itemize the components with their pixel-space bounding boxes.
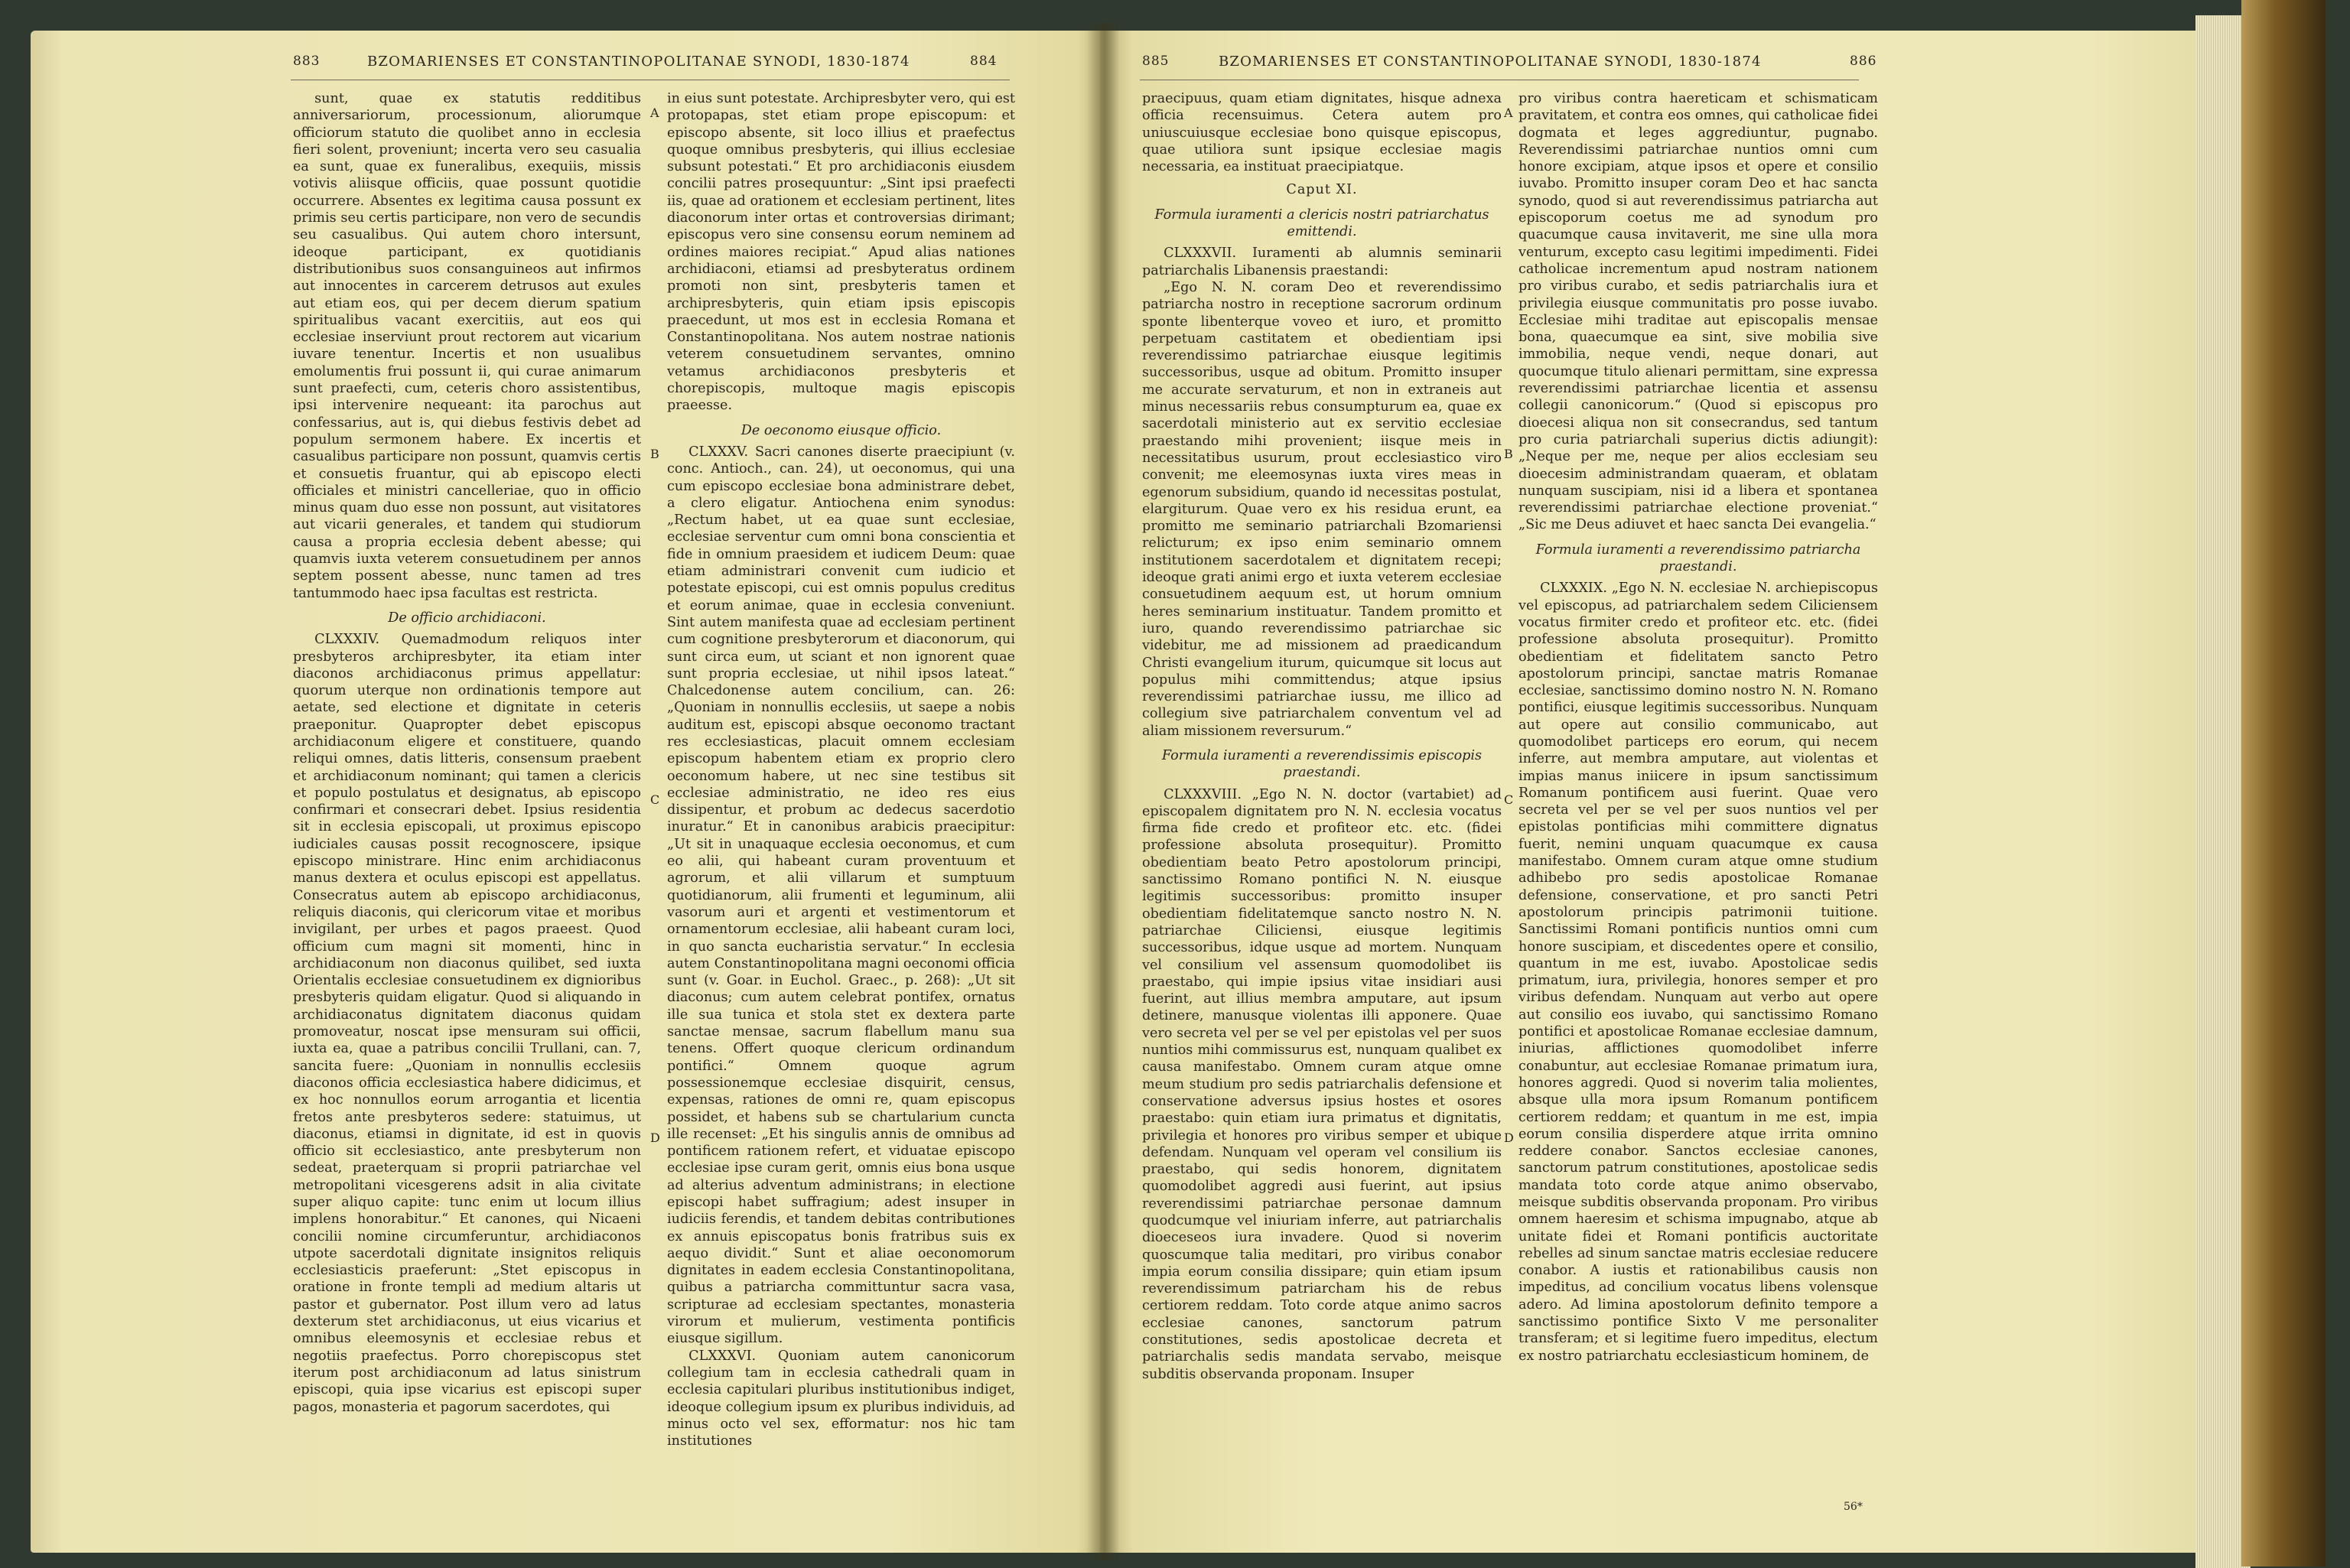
book-binding bbox=[2241, 0, 2326, 1566]
body-paragraph: in eius sunt potestate. Archipresbyter vero, qui est protopapas, stet etiam prope episcopum: et episcopo absente, sit loco illius et praefectus quoque omnibus presbyteris, qui illius ecclesiae subsunt potestati.“ Et pro archidiaconis eiusdem concilii patres prosequuntur: „Sint ipsi praefecti iis, quae ad orationem et ecclesiam pertinent, lites diaconorum inter ortas et controversias dirimant; episcopus vero sine consensu eorum neminem ad ordines maiores recipiat.“ Apud alias nationes archidiaconi, etiamsi ad presbyteratus ordinem promoti non sint, presbyteris tamen et archipresbyteris, quin etiam ipsis episcopis praecedunt, ut mos est in ecclesia Romana et Constantinopolitana. Nos autem nostrae nationis veterem consuetudinem servantes, omnino vetamus archidiaconos presbyteris et chorepiscopis, multoque magis episcopis praeesse. bbox=[667, 91, 1015, 414]
margin-marker-c: C bbox=[650, 792, 660, 807]
body-paragraph: CLXXXIX. „Ego N. N. ecclesiae N. archiepiscopus vel episcopus, ad patriarchalem sedem Ciliciensem vocatus firmiter credo et profiteor etc. etc. (fidei professione absoluta prosequitur). Promitto obedientiam et fidelitatem sancto Petro apostolorum principi, sanctae matris Romanae ecclesiae, sanctissimo domino nostro N. N. Romano pontifici, eiusque legitimis successoribus. Nunquam aut opere aut consilio communicabo, aut quomodolibet particeps ero eorum, qui necem inferre, aut membra amputare, aut violentas et impias manus iniicere in ipsum sanctissimum Romanum pontificem ausi fuerint. Quae vero secreta vel per se vel per suos nuntios vel per epistolas pontificias mihi committere dignatus fuerit, nemini unquam quacumque ex causa manifestabo. Omnem curam atque omne studium adhibebo pro sedis apostolicae Romanae defensione, conservatione, et pro sancti Petri apostolorum principis patrimonii tuitione. Sanctissimi Romani pontificis nuntios omni cum honore suscipiam, et discedentes opere et consilio, quantum in me est, iuvabo. Apostolicae sedis primatum, iura, privilegia, honores semper et pro viribus defendam. Nunquam aut verbo aut opere aut consilio eos iuvabo, qui sanctissimo Romano pontifici et apostolicae Romanae ecclesiae damnum, iniurias, afflictiones quomodolibet inferre conabuntur, aut ecclesiae Romanae primatum iura, honores aggredi. Quod si noverim talia molientes, absque ulla mora ipsum Romanum pontificem certiorem reddam; et quantum in me est, impia eorum consilia disperdere atque irrita omnino reddere conabor. Sanctos ecclesiae canones, sanctorum patrum constitutiones, apostolicae sedis mandata toto corde atque animo observabo, meisque subditis observanda proponam. Pro viribus omnem haeresim et schisma impugnabo, atque ab unitate fidei et Romani pontificis auctoritate rebelles ad sinum sanctae matris ecclesiae reducere conabor. A iustis et rationabilibus causis non impeditus, ad concilium vocatus libens volensque adero. Ad limina apostolorum definito tempore a sanctissimo pontifice Sixto V me personaliter transferam; et si legitime fuero impeditus, electum ex nostro patriarchatu ecclesiasticum hominem, de bbox=[1518, 581, 1878, 1364]
left-page-column-2 bbox=[667, 90, 1015, 1449]
margin-marker-d: D bbox=[650, 1130, 660, 1145]
page-number-886: 886 bbox=[1850, 54, 1877, 69]
body-paragraph: CLXXXV. Sacri canones diserte praecipiunt (v. conc. Antioch., can. 24), ut oeconomus, qui una cum episcopo ecclesiae bona administrare debet, a clero eligatur. Antiochena enim synodus: „Rectum habet, ut ea quae sunt ecclesiae, ecclesiae serventur cum omni bona conscientia et fide in omnium praesidem et iudicem Deum: quae etiam administrari convenit cum iudicio et potestate episcopi, cui est omnis populus creditus et eorum animae, quae in ecclesia conveniunt. Sint autem manifesta quae ad ecclesiam pertinent cum cognitione presbyterorum et diaconorum, qui sunt circa eum, ut sciant et non ignorent quae sunt propria ecclesiae, ut nihil ipsos lateat.“ Chalcedonense autem concilium, can. 26: „Quoniam in nonnullis ecclesiis, ut saepe a nobis auditum est, episcopi absque oeconomo tractant res ecclesiasticas, placuit omnem ecclesiam episcopum habentem etiam ex proprio clero oeconomum habere, ut nec sine testibus sit ecclesiae administratio, ne ideo res eius dissipentur, et probum ac dedecus sacerdotio inuratur.“ Et in canonibus arabicis praecipitur: „Ut sit in unaquaque ecclesia oeconomus, et cum eo alii, qui habeant curam proventuum et agrorum, et alii villarum et sumptuum quotidianorum, alii frumenti et leguminum, alii vasorum auri et argenti et vestimentorum et ornamentorum ecclesiae, alii habeant curam loci, in quo sancta eucharistia servatur.“ In ecclesia autem Constantinopolitana magni oeconomi officia sunt (v. Goar. in Euchol. Graec., p. 268): „Ut sit diaconus; cum autem celebrat pontifex, ornatus ille sua tunica et stola stet ex dextera parte sanctae mensae, sacrum flabellum manu sua tenens. Offert quoque clericum ordinandum pontifici.“ Omnem quoque agrum possessionemque ecclesiae disquirit, census, expensas, rationes de omni re, quam episcopus possidet, et habens sub se chartularium cuncta ille recenset: „Et his singulis annis de omnibus ad pontificem rationem refert, et viduatae episcopo ecclesiae ipse curam gerit, omnis eius bona usque ad alterius adventum administrans; in electione episcopi habet suffragium; adest insuper in iudiciis ferendis, et tandem debitas contributiones ex annuis episcopatus bonis fratribus suis ex aequo dividit.“ Sunt et aliae oeconomorum dignitates in eadem ecclesia Constantinopolitana, quibus a patriarcha committuntur sacra vasa, scripturae ad ecclesiam spectantes, monasteria virorum et mulierum, vestimenta pontificis eiusque sigillum. bbox=[667, 444, 1015, 1347]
book-spine bbox=[1086, 23, 1120, 1560]
right-margin-marker-c: C bbox=[1504, 792, 1514, 807]
chapter-heading: Caput XI. bbox=[1286, 182, 1358, 198]
page-number-884: 884 bbox=[970, 54, 998, 69]
section-heading: Formula iuramenti a reverendissimis episcopis praestandi. bbox=[1161, 747, 1483, 781]
section-heading: De officio archidiaconi. bbox=[388, 610, 546, 626]
section-heading: De oeconomo eiusque officio. bbox=[740, 422, 942, 438]
body-paragraph: CLXXXVI. Quoniam autem canonicorum collegium tam in ecclesia cathedrali quam in ecclesia capitulari pluribus institutionibus indiget, ideoque collegium ipsum ex pluribus individuis, ad minus octo vel sex, efformatur: nos hic tam institutiones bbox=[667, 1348, 1015, 1449]
body-paragraph: CLXXXVIII. „Ego N. N. doctor (vartabiet) ad episcopalem dignitatem pro N. N. ecclesia vocatus firma fide credo et profiteor etc. etc. (fidei professione absoluta prosequitur). Promitto obedientiam beato Petro apostolorum principi, sanctissimo Romano pontifici N. N. eiusque legitimis successoribus: promitto insuper obedientiam fidelitatemque sancto nostro N. N. patriarchae Ciliciensi, eiusque legitimis successoribus, idque usque ad mortem. Nunquam vel consilium vel assensum quomodolibet iis praestabo, qui impie ipsius vitae insidiari ausi fuerint, aut illius membra amputare, aut ipsum detinere, manusque violentas illi apponere. Quae vero secreta vel per se vel per epistolas vel per suos nuntios mihi commissurus est, nunquam qualibet ex causa manifestabo. Omnem curam atque omne meum studium pro sedis patriarchalis defensione et conservatione adversus ipsius hostes et osores praestabo: quin etiam iura primatus et dignitatis, privilegia et honores pro viribus semper et ubique defendam. Nunquam vel operam vel consilium iis praestabo, qui sedis honorem, dignitatem quomodolibet aggredi ausi fuerint, aut ipsius reverendissimi patriarchae personae damnum quodcumque vel iniuriam inferre, aut patriarchalis dioeceseos iura invadere. Quod si noverim quoscumque talia meditari, pro viribus conabor impia eorum consilia dissipare; quin etiam ipsum reverendissimum patriarcham his de rebus certiorem reddam. Toto corde atque animo sacros ecclesiae canones, sanctorum patrum constitutiones, sedis apostolicae decreta et patriarchalis sedis mandata servabo, meisque subditis observanda proponam. Insuper bbox=[1142, 786, 1502, 1382]
right-margin-marker-d: D bbox=[1504, 1130, 1514, 1145]
body-paragraph: CLXXXVII. Iuramenti ab alumnis seminarii patriarchalis Libanensis praestandi: bbox=[1142, 246, 1502, 278]
margin-marker-b: B bbox=[650, 447, 659, 461]
right-margin-marker-b: B bbox=[1504, 447, 1513, 461]
right-page-column-1 bbox=[1142, 90, 1502, 1383]
page-number-885: 885 bbox=[1142, 54, 1170, 69]
right-margin-marker-a: A bbox=[1504, 106, 1513, 120]
body-paragraph: praecipuus, quam etiam dignitates, hisque adnexa officia recensuimus. Cetera autem pro uniuscuiusque ecclesiae bono quisque episcopus, quae utiliora sunt ipsique ecclesiae magis necessaria, ea instituat praecipiatque. bbox=[1142, 91, 1502, 175]
body-paragraph: sunt, quae ex statutis redditibus anniversariorum, processionum, aliorumque officiorum statuto die quolibet anno in ecclesia fieri solent, proveniunt; incerta vero seu casualia ea sunt, quae ex funeralibus, exequiis, missis votivis aliisque officiis, quae possunt quotidie occurrere. Absentes ex legitima causa possunt ex primis seu certis participare, non vero de secundis seu casualibus. Qui autem choro intersunt, ideoque participant, ex quotidianis distributionibus suos consanguineos aut infirmos aut innocentes in carcerem detrusos aut exules aut etiam eos, qui per decem dierum spatium spiritualibus vacant exercitiis, aut eos qui ecclesiae inserviunt prout rectorem aut vicarium iuvare tenentur. Incertis et non usualibus emolumentis frui possunt ii, qui curae animarum sunt praefecti, cum, ceteris choro assistentibus, ipsi intervenire nequeant: ita parochus aut confessarius, aut is, qui diebus festivis debet ad populum sermonem habere. Ex incertis et casualibus participare non possunt, quamvis certis et consuetis fruantur, qui ab episcopo electi officiales et ministri cancelleriae, quo in officio minus quam duo esse non possunt, aut visitatores aut vicarii generales, et tandem qui studiorum causa a propria ecclesia debent abesse; qui quamvis iuxta veterem consuetudinem per annos septem possent abesse, nunc tamen ad tres tantummodo haec ipsa facultas est restricta. bbox=[293, 91, 641, 601]
section-heading: Formula iuramenti a reverendissimo patriarcha praestandi. bbox=[1535, 542, 1861, 575]
section-heading: Formula iuramenti a clericis nostri patriarchatus emittendi. bbox=[1154, 207, 1489, 240]
page-number-883: 883 bbox=[293, 54, 321, 69]
right-page-header bbox=[1102, 54, 2203, 87]
signature-mark: 56* bbox=[1844, 1501, 1863, 1513]
running-title-left: BZOMARIENSES ET CONSTANTINOPOLITANAE SYNODI, 1830-1874 bbox=[367, 54, 910, 70]
body-paragraph: CLXXXIV. Quemadmodum reliquos inter presbyteros archipresbyter, ita etiam inter diaconos archidiaconus primus appellatur: quorum uterque non ordinationis tempore aut aetate, sed electione et dignitate in ceteris praeponitur. Quapropter debet episcopus archidiaconum eligere et constituere, quando reliqui omnes, datis litteris, consensum praebent et archidiaconum nominant; qui tamen a clericis et populo postulatus et designatus, ab episcopo confirmari et consecrari debet. Ipsius residentia sit in ecclesia episcopali, ut proximus episcopo iudiciales causas possit recognoscere, ipsique episcopo ministrare. Hinc enim archidiaconus manus dextera et oculus episcopi est appellatus. Consecratus autem ab episcopo archidiaconus, reliquis diaconis, qui clericorum vitae et moribus invigilant, per urbes et pagos praeest. Quod officium cum magni sit momenti, hinc in archidiaconum non diaconus quilibet, sed iuxta Orientalis ecclesiae consuetudinem ex dignioribus presbyteris quidam eligatur. Quod si aliquando in archidiaconatus dignitatem diaconus quidam promoveatur, noscat ipse mensuram sui officii, iuxta ea, quae a patribus concilii Trullani, can. 7, sancita fuere: „Quoniam in nonnullis ecclesiis diaconos officia ecclesiastica habere didicimus, et ex hoc nonnullos eorum arrogantia et licentia fretos ante presbyteros sedere: statuimus, ut diaconus, etiamsi in dignitate, id est in quovis officio sit ecclesiastico, ante presbyterum non sedeat, praeterquam si proprii patriarchae vel metropolitani vicesgerens adsit in alia civitate super aliquo capite: tunc enim ut locum illius implens honorabitur.“ Et canones, qui Nicaeni concilii nomine circumferuntur, archidiaconos utpote sacerdotali dignitate insignitos reliquis ecclesiasticis praeferunt: „Stet episcopus in oratione in fronte templi ad medium altaris ut pastor et gubernator. Post illum vero ad latus dexterum stet archidiaconus, ut eius vicarius et omnibus eleemosynis et ecclesiae rebus et negotiis praefectus. Porro chorepiscopus stet iterum post archidiaconum ad latus sinistrum episcopi, quia ipse vicarius est episcopi super pagos, monasteria et pagorum sacerdotes, qui bbox=[293, 632, 641, 1415]
margin-marker-a: A bbox=[650, 106, 659, 120]
running-title-right: BZOMARIENSES ET CONSTANTINOPOLITANAE SYNODI, 1830-1874 bbox=[1219, 54, 1762, 70]
body-paragraph: „Ego N. N. coram Deo et reverendissimo patriarcha nostro in receptione sacrorum ordinum sponte libenterque voveo et iuro, et promitto perpetuam castitatem et obedientiam ipsi reverendissimo patriarchae eiusque legitimis successoribus, usque ad obitum. Promitto insuper me accurate servaturum, et non in extraneis aut minus necessariis rebus consumpturum ea, quae ex sacerdotali ministerio aut ex servitio ecclesiae praestando mihi provenient; iisque meis in necessitatibus usurum, prout ecclesiastico viro convenit; me eleemosynas iuxta vires meas in egenorum subsidium, quando id necessitas postulat, elargiturum. Quae vero ex his residua erunt, ea promitto me seminario patriarchali Bzomariensi relicturum; ex ipso enim seminario omnem institutionem sacerdotalem et dignitatem recepi; ideoque grati animi ergo et iuxta veterem ecclesiae consuetudinem aequum est, ut horum omnium heres seminarium instituatur. Tandem promitto et iuro, quando reverendissimo patriarchae sic videbitur, me ad missionem ad praedicandum Christi evangelium iturum, quicumque sit locus aut populus mihi committendus; atque ipsius reverendissimi patriarchae iussu, me illico ad collegium sive patriarchalem conventum vel ad aliam missionem reversurum.“ bbox=[1142, 279, 1502, 739]
right-page-column-2 bbox=[1518, 90, 1878, 1365]
left-page-header bbox=[0, 54, 1109, 87]
body-paragraph: pro viribus contra haereticam et schismaticam pravitatem, et contra eos omnes, qui catholicae fidei dogmata et leges aggrediuntur, pugnabo. Reverendissimi patriarchae nuntios omni cum honore excipiam, atque ipsos et opere et consilio iuvabo. Promitto insuper coram Deo et hac sancta synodo, quod si aut reverendissimus patriarcha aut episcoporum coetus me ad synodum pro quacumque causa invitaverit, me sine ulla mora venturum, excepto casu legitimi impedimenti. Fidei catholicae incrementum apud nostram nationem pro viribus curabo, et sedis patriarchalis iura et privilegia eiusque communitatis pro posse iuvabo. Ecclesiae mihi traditae aut episcopalis mensae bona, quaecumque ea sint, sive mobilia sive immobilia, neque vendi, neque donari, aut quocumque titulo alienari permittam, sine expressa reverendissimi patriarchae licentia et assensu collegii canonicorum.“ (Quod si episcopus pro dioecesi aliqua non sit consecrandus, sed tantum pro curia patriarchali superius dictis adiungit): „Neque per me, neque per alios ecclesiam seu dioecesim administrandam quaeram, et oblatam nunquam suscipiam, nisi id a libera et spontanea reverendissimi patriarchae electione proveniat.“ „Sic me Deus adiuvet et haec sancta Dei evangelia.“ bbox=[1518, 91, 1878, 533]
left-page-column-1 bbox=[293, 90, 641, 1416]
